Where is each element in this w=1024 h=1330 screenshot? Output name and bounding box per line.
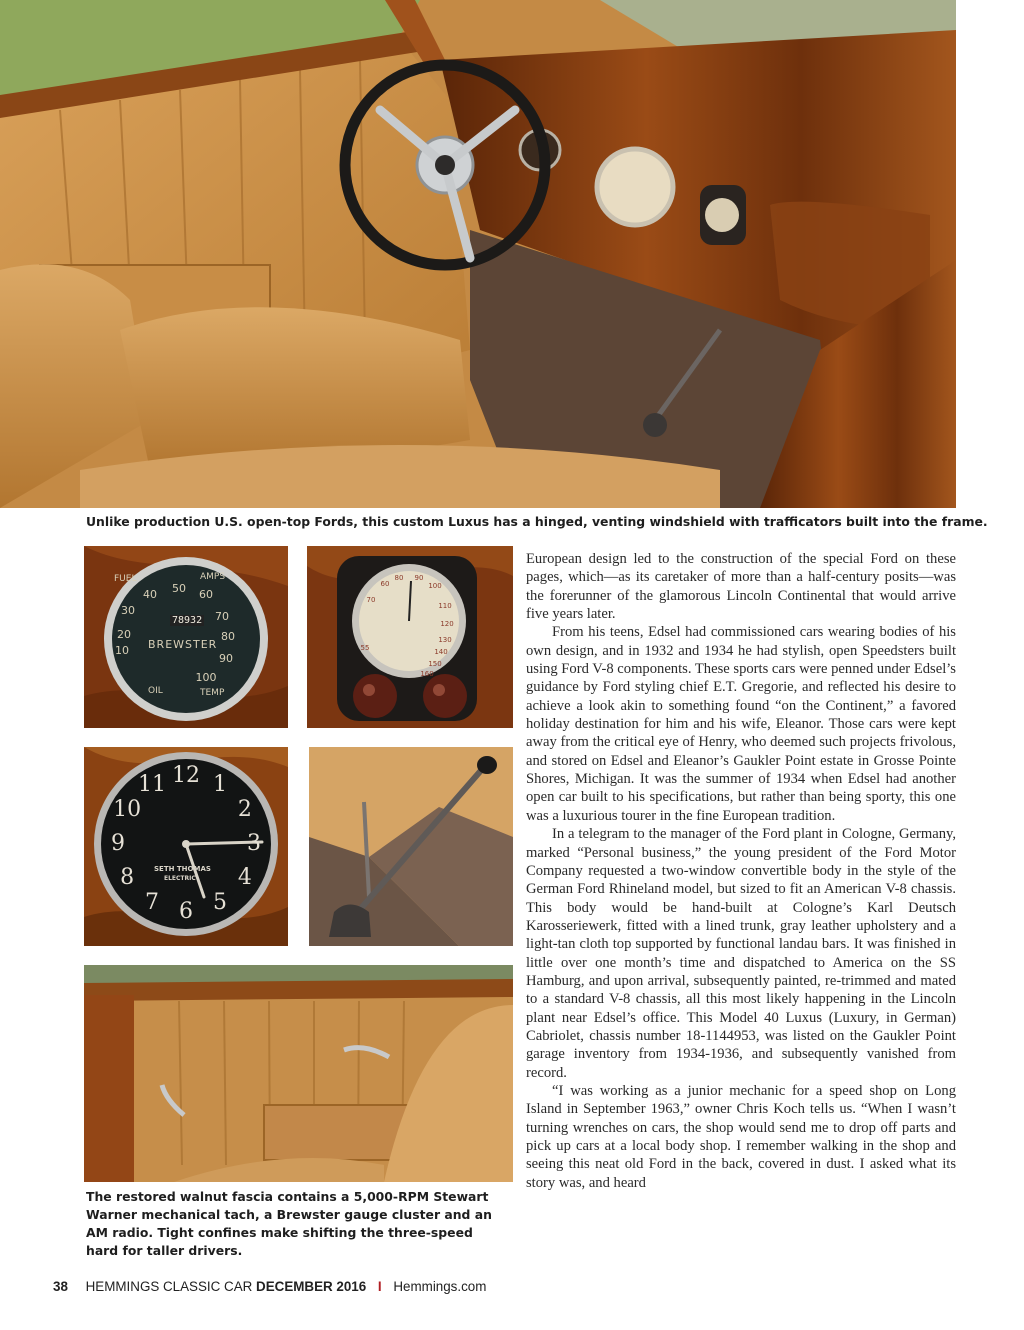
cluster-brand: BREWSTER	[148, 638, 218, 651]
svg-text:70: 70	[366, 596, 376, 604]
magazine-name: HEMMINGS CLASSIC CAR	[85, 1279, 253, 1294]
clock-numeral: 2	[237, 797, 252, 822]
website-link[interactable]: Hemmings.com	[393, 1279, 487, 1294]
page-footer	[53, 1279, 486, 1294]
clock-numeral: 10	[113, 797, 142, 822]
svg-text:110: 110	[438, 602, 452, 610]
svg-text:130: 130	[438, 636, 452, 644]
top-photo-caption: Unlike production U.S. open-top Fords, this custom Luxus has a hinged, venting windshield with trafficators built into the frame.	[86, 514, 988, 529]
svg-text:160: 160	[420, 670, 434, 678]
svg-text:50: 50	[172, 582, 186, 595]
svg-text:60: 60	[380, 580, 390, 588]
svg-text:80: 80	[221, 630, 235, 643]
svg-text:90: 90	[414, 574, 424, 582]
svg-text:140: 140	[434, 648, 448, 656]
svg-text:120: 120	[440, 620, 454, 628]
clock-numeral: 4	[237, 865, 252, 890]
clock-numeral: 7	[145, 889, 159, 915]
door-panel-photo	[84, 965, 513, 1182]
svg-text:60: 60	[199, 588, 213, 601]
svg-text:40: 40	[143, 588, 157, 601]
svg-text:150: 150	[428, 660, 442, 668]
svg-text:90: 90	[219, 652, 233, 665]
svg-text:70: 70	[215, 610, 229, 623]
footer-separator: I	[377, 1279, 382, 1294]
svg-text:30: 30	[121, 604, 135, 617]
article-paragraph: “I was working as a junior mechanic for a speed shop on Long Island in September 1963,” owner Chris Koch tells us. “When I wasn’t turning wrenches on cars, the shop would send me to drop off parts and pick up cars at a local body shop. I remember walking in the shop and seeing this neat old Ford in the back, covered in dust. I asked what its story was, and heard	[526, 1082, 956, 1191]
clock-numeral: 5	[213, 889, 227, 915]
article-paragraph: European design led to the construction of the special Ford on these pages, which—as its caretaker of more than a half-century posits—was the forerunner of the glamorous Lincoln Continental that would arrive five years later.	[526, 551, 956, 623]
svg-text:100: 100	[195, 671, 217, 684]
article-paragraph: From his teens, Edsel had commissioned cars wearing bodies of his own design, and in 1932 and 1934 he had stylish, open Speedsters built using Ford V-8 components. These sports cars were penned under Edsel’s guidance by Ford styling chief E.T. Gregorie, and reflected his desire to achieve a look akin to something found “on the Continent,” a favored holiday destination for him and his wife, Eleanor. Those cars were kept away from the critical eye of Henry, who deemed such projects frivolous, and stored on Edsel and Eleanor’s Gaukler Point estate in Grosse Pointe Shores, Michigan. It was the summer of 1934 when Edsel had another open car built to his specifications, but rather than being sporty, this one was a luxurious tourer in the fine European tradition.	[526, 624, 956, 824]
article-paragraph: In a telegram to the manager of the Ford plant in Cologne, Germany, marked “Personal business,” the young president of the Ford Motor Company requested a two-window convertible body in the style of the German Ford Rhineland model, but sized to fit an American V-8 chassis. This body would be hand-built at Cologne’s Karl Deutsch Karosseriewerk, fitted with a lined trunk, gray leather upholstery and a light-tan cloth top supported by functional landau bars. It was finished in little over one month’s time and dispatched to America on the SS Hamburg, and upon arrival, subsequently painted, re-trimmed and mated to a standard V-8 chassis, all this most likely happening in the Lincoln plant near Edsel’s office. This Model 40 Luxus (Luxury, in German) Cabriolet, chassis number 18-1144953, was listed on the Gaukler Point garage inventory from 1934-1936, and subsequently vanished from record.	[526, 826, 956, 1081]
clock-numeral: 1	[213, 772, 227, 798]
cluster-temp-label: TEMP	[200, 688, 225, 698]
interior-photo	[0, 0, 956, 508]
cluster-odometer: 78932	[172, 615, 203, 626]
clock-numeral: 9	[111, 831, 125, 856]
svg-text:80: 80	[394, 574, 404, 582]
issue-date: DECEMBER 2016	[256, 1279, 367, 1294]
clock-brand: SETH THOMAS	[154, 865, 211, 873]
clock-numeral: 6	[179, 899, 193, 924]
clock-numerals	[84, 747, 288, 946]
clock-numeral: 12	[172, 763, 200, 788]
clock-subtitle: ELECTRIC	[164, 875, 196, 882]
page-number: 38	[53, 1279, 68, 1294]
clock-numeral: 3	[247, 831, 261, 856]
shifter-photo	[309, 747, 513, 946]
cluster-oil-label: OIL	[148, 686, 163, 696]
svg-text:20: 20	[117, 628, 131, 641]
svg-text:55: 55	[360, 644, 370, 652]
article-body	[526, 550, 956, 1192]
svg-text:10: 10	[115, 644, 129, 657]
bottom-photo-caption: The restored walnut fascia contains a 5,000-RPM Stewart Warner mechanical tach, a Brewster gauge cluster and an AM radio. Tight confines make shifting the three-speed hard for taller drivers.	[86, 1189, 492, 1258]
cluster-fuel-label: FUEL	[114, 574, 137, 584]
gauge-cluster-photo	[84, 546, 288, 728]
clock-photo	[84, 747, 288, 946]
cluster-amps-label: AMPS	[200, 572, 226, 582]
clock-numeral: 11	[138, 772, 166, 798]
tachometer-photo	[307, 546, 513, 728]
svg-text:100: 100	[428, 582, 442, 590]
clock-numeral: 8	[120, 865, 135, 890]
